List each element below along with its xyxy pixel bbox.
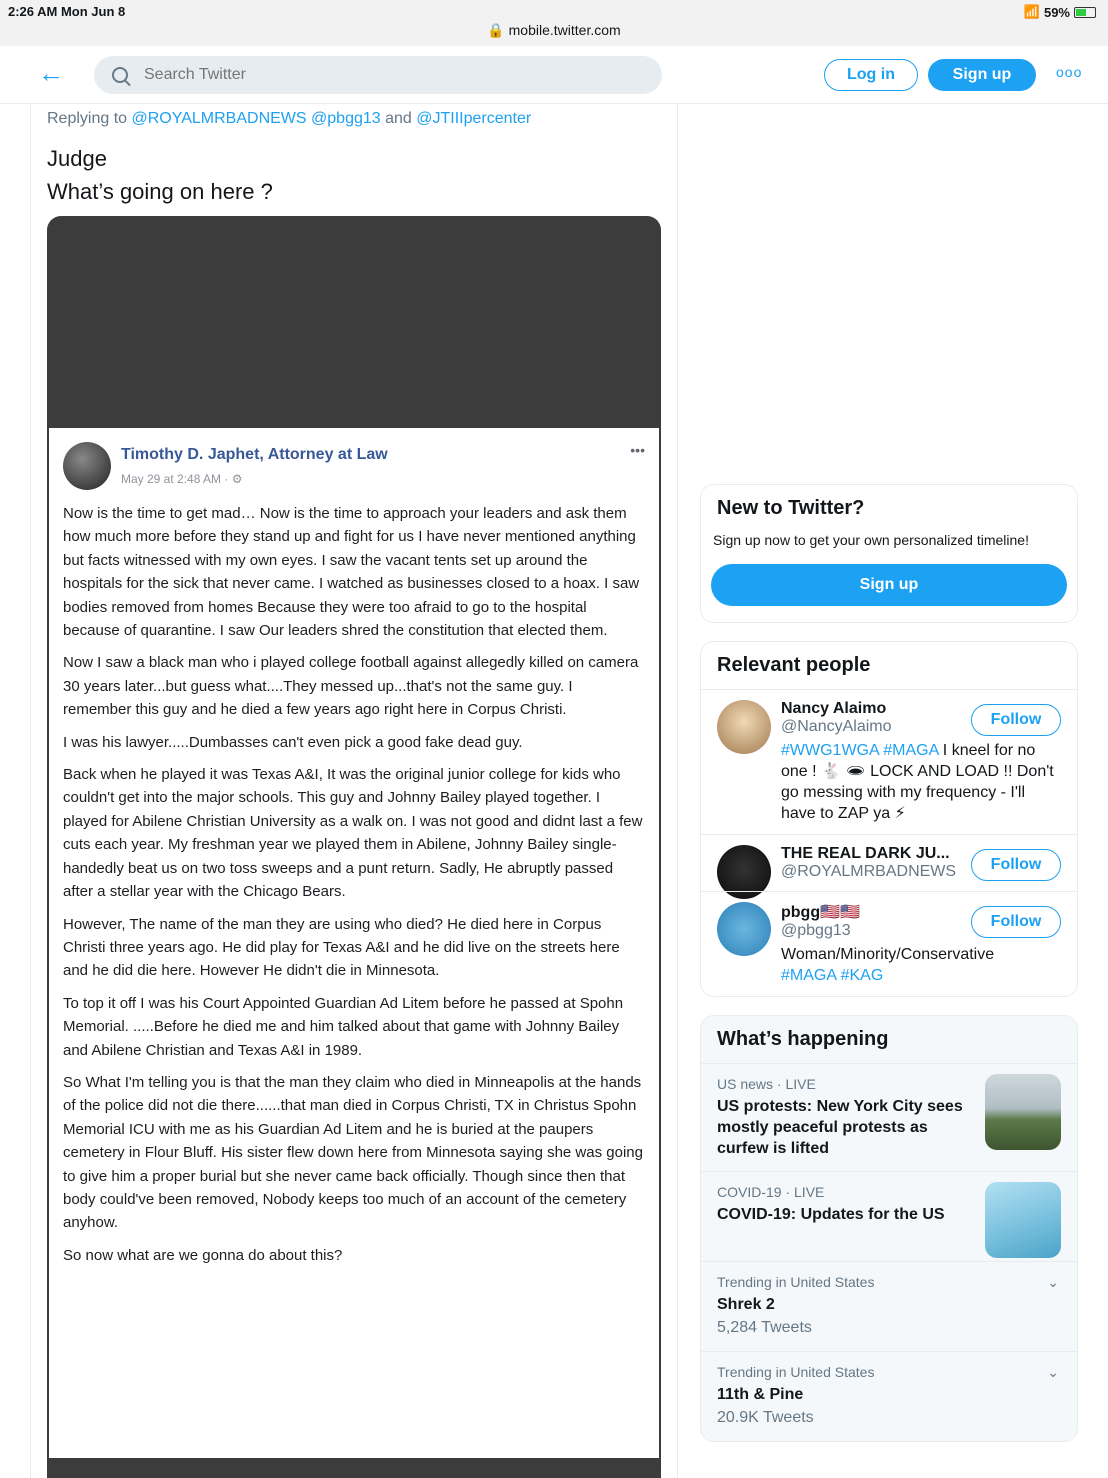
tweet-text — [47, 142, 273, 208]
follow-button[interactable]: Follow — [971, 906, 1061, 938]
address-bar[interactable]: 🔒 mobile.twitter.com — [487, 22, 621, 38]
more-icon[interactable]: ooo — [1056, 64, 1083, 80]
sidebar-signup-button[interactable]: Sign up — [711, 564, 1067, 606]
replying-to — [47, 110, 531, 128]
person-handle: @NancyAlaimo — [781, 718, 892, 735]
chevron-down-icon[interactable]: ⌄ — [1047, 1364, 1059, 1380]
relevant-people-card — [700, 641, 1078, 997]
whats-happening-card — [700, 1015, 1078, 1442]
trend-count: 5,284 Tweets — [717, 1319, 812, 1336]
bio-text: I kneel for no one ! 🐇 🕳 LOCK AND LOAD !! Don't go messing with my frequency - I'll have to ZAP ya ⚡ — [781, 742, 1054, 822]
status-time: 2:26 AM Mon Jun 8 — [8, 4, 126, 19]
tweet-line-1: Judge — [47, 146, 107, 171]
tweet-column — [30, 104, 678, 1478]
fb-paragraph: Back when he played it was Texas A&I, It was the original junior college for kids who couldn't get into the major schools. This guy and Johnny Bailey played together. I played for Abilene Christian University as a walk on. I was not good and didnt last a few cuts each year. My freshman year we played them in Abilene, Johnny Bailey single-handedly beat us on two toss sweeps and a punt return. Sadly, He abruptly passed after a stellar year with the Chicago Bears. — [63, 766, 643, 901]
back-arrow-icon[interactable]: ← — [38, 58, 64, 88]
bio-hashtags[interactable]: #MAGA #KAG — [781, 967, 884, 984]
fb-post-date: May 29 at 2:48 AM · ⚙ — [121, 472, 243, 486]
person-name[interactable]: THE REAL DARK JU... — [781, 845, 950, 862]
person-name[interactable]: pbgg🇺🇸🇺🇸 — [781, 904, 860, 921]
sidebar — [700, 484, 1078, 1460]
facebook-post-screenshot — [49, 428, 659, 1458]
status-bar — [0, 0, 1108, 46]
follow-button[interactable]: Follow — [971, 704, 1061, 736]
trend-title: Shrek 2 — [717, 1296, 775, 1313]
battery-percent: 59% — [1043, 4, 1070, 20]
person-handle: @ROYALMRBADNEWS — [781, 863, 957, 880]
fb-more-icon: ••• — [630, 442, 645, 458]
search-box[interactable] — [94, 56, 662, 94]
replying-handles[interactable]: @ROYALMRBADNEWS @pbgg13 — [131, 110, 381, 127]
trend-title: COVID-19: Updates for the US — [717, 1206, 945, 1223]
trend-count: 20.9K Tweets — [717, 1409, 814, 1426]
fb-paragraph: I was his lawyer.....Dumbasses can't even pick a good fake dead guy. — [63, 733, 523, 751]
status-right — [1024, 4, 1096, 20]
whats-happening-title: What’s happening — [717, 1028, 889, 1050]
tweet-line-2: What’s going on here ? — [47, 179, 273, 204]
fb-paragraph: However, The name of the man they are using who died? He died here in Corpus Christi three years ago. He did play for Texas A&I and he did live on the streets here and he did die here. However He didn't die in Minnesota. — [63, 915, 620, 980]
trend-title: 11th & Pine — [717, 1386, 804, 1403]
top-nav — [0, 46, 1108, 104]
new-to-twitter-title: New to Twitter? — [717, 497, 865, 519]
fb-paragraph: So now what are we gonna do about this? — [63, 1246, 343, 1264]
replying-last-handle[interactable]: @JTIIIpercenter — [416, 110, 532, 127]
trend-item[interactable] — [701, 1351, 1077, 1441]
relevant-people-title: Relevant people — [717, 654, 871, 676]
person-bio — [781, 944, 1061, 986]
trend-meta: Trending in United States — [717, 1364, 875, 1380]
fb-paragraph: Now is the time to get mad… Now is the time to approach your leaders and ask them how much more before they stand up and fight for us I have never mentioned anything but facts witnessed with my own eyes. I saw the vacant tents set up around the hospitals for the sick that never came. I watched as businesses closed to a hoax. I saw bodies removed from homes Because they were too afraid to go to the hospital because of quarantine. I saw Our leaders shred the constitution that elected them. — [63, 505, 640, 640]
avatar[interactable] — [717, 902, 771, 956]
bio-text: Woman/Minority/Conservative — [781, 946, 995, 963]
url-text: mobile.twitter.com — [508, 22, 621, 38]
trend-thumbnail — [985, 1182, 1061, 1258]
tweet-media[interactable] — [47, 216, 661, 1478]
follow-button[interactable]: Follow — [971, 849, 1061, 881]
replying-and: and — [385, 110, 412, 127]
wifi-icon: 📶 — [1023, 4, 1040, 19]
trend-meta: Trending in United States — [717, 1274, 875, 1290]
login-button[interactable]: Log in — [824, 59, 918, 91]
person-bio — [781, 740, 1061, 824]
new-to-twitter-card — [700, 484, 1078, 623]
avatar[interactable] — [717, 700, 771, 754]
trend-meta: COVID-19 · LIVE — [717, 1184, 825, 1200]
trend-title: US protests: New York City sees mostly peaceful protests as curfew is lifted — [717, 1098, 963, 1157]
trend-item[interactable] — [701, 1171, 1077, 1261]
person-handle: @pbgg13 — [781, 922, 851, 939]
person-name[interactable]: Nancy Alaimo — [781, 700, 887, 717]
search-icon — [112, 67, 128, 83]
fb-author-name: Timothy D. Japhet, Attorney at Law — [121, 446, 388, 463]
trend-thumbnail — [985, 1074, 1061, 1150]
person-row[interactable] — [701, 891, 1077, 996]
bio-hashtags[interactable]: #WWG1WGA #MAGA — [781, 742, 939, 759]
signup-button[interactable]: Sign up — [928, 59, 1036, 91]
search-input[interactable] — [144, 66, 544, 84]
fb-post-header — [63, 442, 645, 502]
fb-paragraph: Now I saw a black man who i played college football against allegedly killed on camera 30 years later...but guess what....They messed up...that's not the same guy. I remember this guy and he died a few years ago right here in Corpus Christi. — [63, 654, 639, 719]
battery-icon — [1074, 7, 1096, 18]
trend-item[interactable] — [701, 1261, 1077, 1351]
person-row[interactable] — [701, 834, 1077, 891]
trend-meta: US news · LIVE — [717, 1076, 816, 1092]
fb-paragraph: So What I'm telling you is that the man they claim who died in Minneapolis at the hands of the police did not die there......that man died in Corpus Christi, TX in Christus Spohn Memorial ICU with me as his Guardian Ad Litem and he is buried at the paupers cemetery in Flour Bluff. His sister flew down here from Minnesota saying she was going to give him a proper burial but she never came back officially. Though since then that body could've been removed, Nobody keeps too much of an account of the cemetery anyhow. — [63, 1073, 643, 1232]
fb-paragraph: To top it off I was his Court Appointed Guardian Ad Litem before he passed at Spohn Memorial. .....Before he died me and him talked about that game with Johnny Bailey and Abilene Christian and Texas A&I in 1989. — [63, 994, 624, 1059]
replying-label: Replying to — [47, 110, 128, 127]
trend-item[interactable] — [701, 1063, 1077, 1171]
chevron-down-icon[interactable]: ⌄ — [1047, 1274, 1059, 1290]
person-row[interactable] — [701, 689, 1077, 834]
fb-avatar — [63, 442, 111, 490]
new-to-twitter-subtitle: Sign up now to get your own personalized timeline! — [713, 532, 1029, 548]
